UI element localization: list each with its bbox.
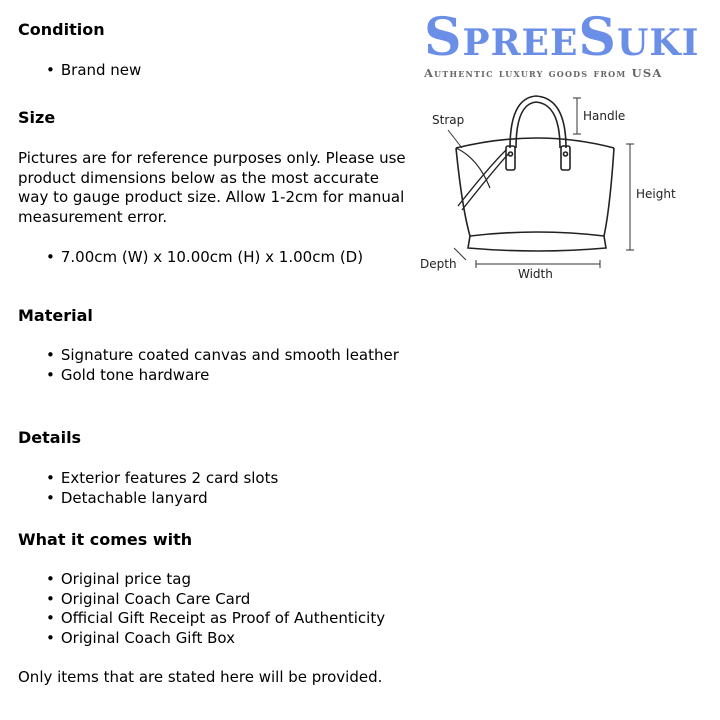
size-heading: Size (18, 108, 56, 127)
list-item: • Brand new (46, 60, 141, 80)
details-list (46, 468, 278, 507)
list-item: • Signature coated canvas and smooth leather (46, 345, 399, 365)
bag-dimensions-diagram (418, 88, 708, 288)
condition-heading: Condition (18, 20, 105, 39)
list-item: • Gold tone hardware (46, 365, 399, 385)
list-item: • Official Gift Receipt as Proof of Authenticity (46, 608, 385, 628)
comes-with-heading: What it comes with (18, 530, 193, 549)
depth-label: Depth (420, 257, 457, 271)
footer-note: Only items that are stated here will be provided. (18, 668, 383, 686)
width-label: Width (518, 267, 553, 281)
spreesuki-logo (424, 7, 716, 80)
material-heading: Material (18, 306, 93, 325)
strap-label: Strap (432, 113, 465, 127)
size-list (46, 247, 363, 267)
list-item: • Exterior features 2 card slots (46, 468, 278, 488)
condition-list (46, 60, 141, 80)
height-label: Height (636, 187, 676, 201)
comes-with-list (46, 569, 385, 647)
list-item: • Original price tag (46, 569, 385, 589)
handle-label: Handle (583, 109, 626, 123)
list-item: • 7.00cm (W) x 10.00cm (H) x 1.00cm (D) (46, 247, 363, 267)
list-item: • Original Coach Care Card (46, 589, 385, 609)
list-item: • Original Coach Gift Box (46, 628, 385, 648)
logo-wordmark: SpreeSuki (424, 7, 700, 68)
logo-tagline: Authentic luxury goods from USA (424, 66, 663, 80)
details-heading: Details (18, 428, 82, 447)
list-item: • Detachable lanyard (46, 488, 278, 508)
material-list (46, 345, 399, 384)
size-note: Pictures are for reference purposes only. Please use product dimensions below as the most accurate way to gauge product size. Allow 1-2cm for manual measurement error. (18, 149, 406, 226)
